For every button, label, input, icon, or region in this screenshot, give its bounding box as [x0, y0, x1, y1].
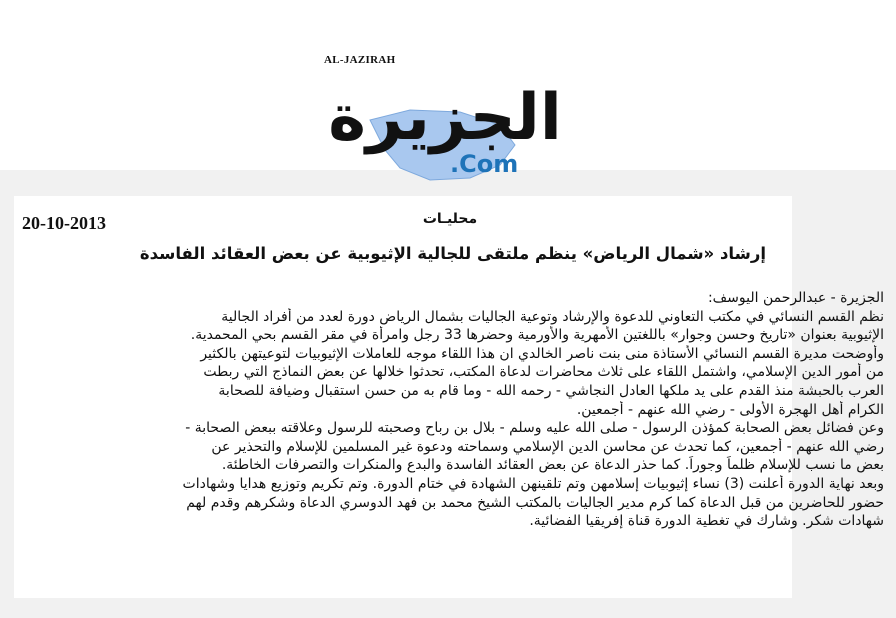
- article-date: 20-10-2013: [22, 213, 106, 233]
- body-line: الكرام أهل الهجرة الأولى - رضي الله عنهم - أجمعين.: [576, 401, 884, 418]
- body-line: حضور للحاضرين من قبل الدعاة كما كرم مدير الجاليات بالمكتب الشيخ محمد بن فهد الدوسري الدعاة وشكرهم وقدم لهم: [186, 494, 884, 511]
- body-line: وأوضحت مديرة القسم النسائي الأستاذة منى بنت ناصر الخالدي ان هذا اللقاء موجه للعاملات الإثيوبيات لتوعيتهن بالكثير: [200, 345, 884, 362]
- body-line: وبعد نهاية الدورة أعلنت (3) نساء إثيوبيات إسلامهن وتم تلقينهن الشهادة في ختام الدورة. وتم تكريم وتوزيع هدايا وشهادات: [182, 475, 884, 492]
- al-jazirah-logo[interactable]: [300, 50, 580, 190]
- body-line: وعن فضائل بعض الصحابة كمؤذن الرسول - صلى الله عليه وسلم - بلال بن رباح وصحبته للرسول وعلاقته ببعض الصحابة -: [185, 420, 884, 437]
- body-line: نظم القسم النسائي في مكتب التعاوني للدعوة والإرشاد وتوعية الجاليات بشمال الرياض دورة لعدد من أفراد الجالية: [221, 308, 884, 325]
- logo-latin-text: AL-JAZIRAH: [324, 54, 396, 66]
- body-line: رضي الله عنهم - أجمعين، كما تحدث عن محاسن الدين الإسلامي وسماحته ودعوة غير المسلمين للإسلام والتحذير عن: [211, 438, 884, 455]
- logo-domain-text: .Com: [450, 150, 519, 178]
- section-label: محليـات: [422, 211, 478, 227]
- article-headline: إرشاد «شمال الرياض» ينظم ملتقى للجالية الإثيوبية عن بعض العقائد الفاسدة: [139, 244, 766, 263]
- body-line: بعض ما نسب للإسلام ظلماً وجوراً. كما حذر الدعاة عن بعض العقائد الفاسدة والبدع والمنكرات والتصرفات الخاطئة.: [221, 457, 884, 474]
- body-line: شهادات شكر. وشارك في تغطية الدورة قناة إفريقيا الفضائية.: [529, 513, 884, 530]
- body-line: الجزيرة - عبدالرحمن اليوسف:: [707, 290, 884, 306]
- body-line: العرب بالحبشة منذ القدم على يد ملكها العادل النجاشي - رحمه الله - وما قام به من حسن استقبال وضيافة للصحابة: [218, 382, 884, 399]
- logo-arabic-text: الجزيرة: [328, 81, 562, 155]
- body-line: من أمور الدين الإسلامي، واشتمل اللقاء على ثلاث محاضرات لدعاة المكتب، تحدثوا خلالها عن بعض النماذج التي ربطت: [203, 364, 884, 381]
- body-line: الإثيوبية بعنوان «تاريخ وحسن وجوار» باللغتين الأمهرية والأورمية وحضرها 33 رجل وامرأة في مقر القسم بحي المحمدية.: [190, 327, 884, 344]
- article-body: [20, 289, 884, 531]
